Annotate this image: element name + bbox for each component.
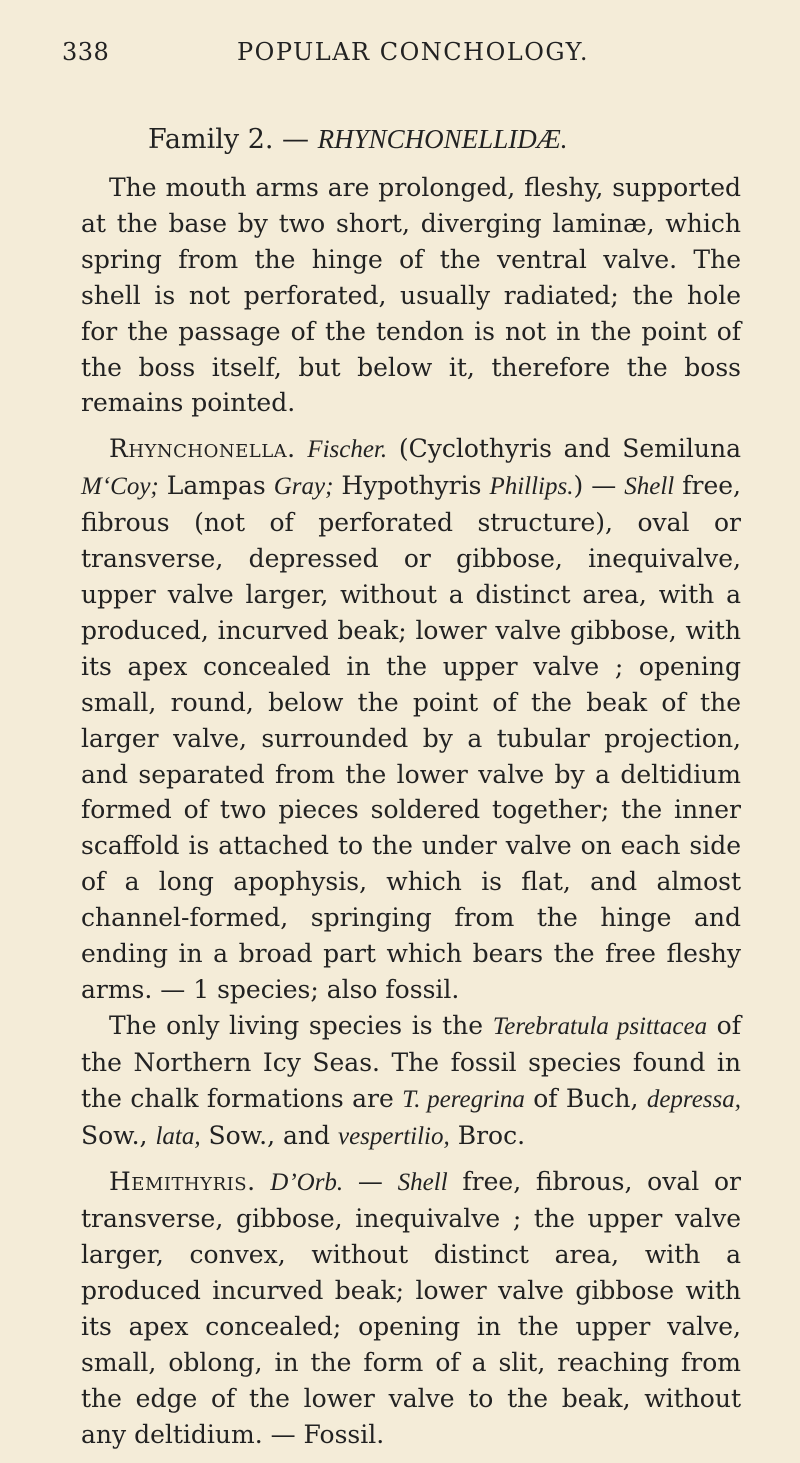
text-run: free, fibrous (not of perforated structure), oval or transverse, depressed or gibbose, inequivalve, upper valve larger, without a distinct area, with a produced, incurved beak; lower valve gibbose, with its apex concealed in the upper valve ; opening small, round, below the point of the beak of the larger valve, surrounded by a tubular projection, and separated from the lower valve by a deltidium formed of two pieces soldered together; the inner scaffold is attached to the under valve on each side of a long apophysis, which is flat, and almost channel-formed, springing from the hinge and ending in a broad part which bears the free fleshy arms. — 1 species; also fossil. <box>81 471 742 1004</box>
species-depressa: depressa, <box>646 1085 742 1113</box>
family-name: RHYNCHONELLIDÆ. <box>317 124 568 154</box>
family-heading <box>148 124 567 155</box>
running-title: POPULAR CONCHOLOGY. <box>237 38 589 66</box>
species-peregrina: T. peregrina <box>402 1085 525 1113</box>
running-header <box>62 38 724 66</box>
author-dorb: D’Orb. <box>270 1169 344 1197</box>
family-label: Family 2. — <box>148 124 310 155</box>
text-run: Sow., <box>81 1120 156 1150</box>
text-run: Hypothyris <box>333 471 490 501</box>
paragraph-hemithyris <box>81 1164 741 1452</box>
shell-label: Shell <box>397 1169 448 1197</box>
paragraph-rhynchonella <box>81 431 741 1008</box>
paragraph-living-species <box>81 1008 741 1155</box>
author-mccoy: M‘Coy; <box>81 473 159 501</box>
text-run: of the Northern Icy Seas. The fossil species found in the chalk formations are <box>81 1010 741 1113</box>
text-run: ) — <box>573 471 625 501</box>
species-psittacea: Terebratula psittacea <box>492 1012 708 1040</box>
text-run: — <box>343 1167 398 1197</box>
text-run: (Cyclothyris and Semiluna <box>387 434 741 464</box>
shell-label: Shell <box>624 473 675 501</box>
paragraph-intro: The mouth arms are prolonged, fleshy, supported at the base by two short, diverging laminæ, which spring from the hinge of the ventral valve. The shell is not perforated, usually radiated; the hole for the passage of the tendon is not in the point of the boss itself, but below it, therefore the boss remains pointed. <box>81 173 741 418</box>
author-phillips: Phillips. <box>489 473 574 501</box>
text-run: The only living species is the <box>109 1010 493 1040</box>
genus-rhynchonella: Rhynchonella. <box>109 434 296 464</box>
author-gray: Gray; <box>273 473 334 501</box>
species-lata: lata, <box>155 1122 201 1150</box>
body-text <box>81 170 741 1463</box>
text-run: free, fibrous, oval or transverse, gibbose, inequivalve ; the upper valve larger, convex, without distinct area, with a produced incurved beak; lower valve gibbose with its apex concealed; opening in the upper valve, small, oblong, in the form of a slit, reaching from the edge of the lower valve to the beak, without any deltidium. — Fossil. <box>81 1167 741 1449</box>
species-vespertilio: vespertilio, <box>337 1122 450 1150</box>
author-fischer: Fischer. <box>307 436 388 464</box>
text-run: Lampas <box>158 471 274 501</box>
genus-hemithyris: Hemithyris. <box>109 1167 256 1197</box>
text-run: Sow., and <box>200 1120 338 1150</box>
page-number: 338 <box>62 38 110 66</box>
text-run: Broc. <box>449 1120 526 1150</box>
text-run: of Buch, <box>524 1083 647 1113</box>
